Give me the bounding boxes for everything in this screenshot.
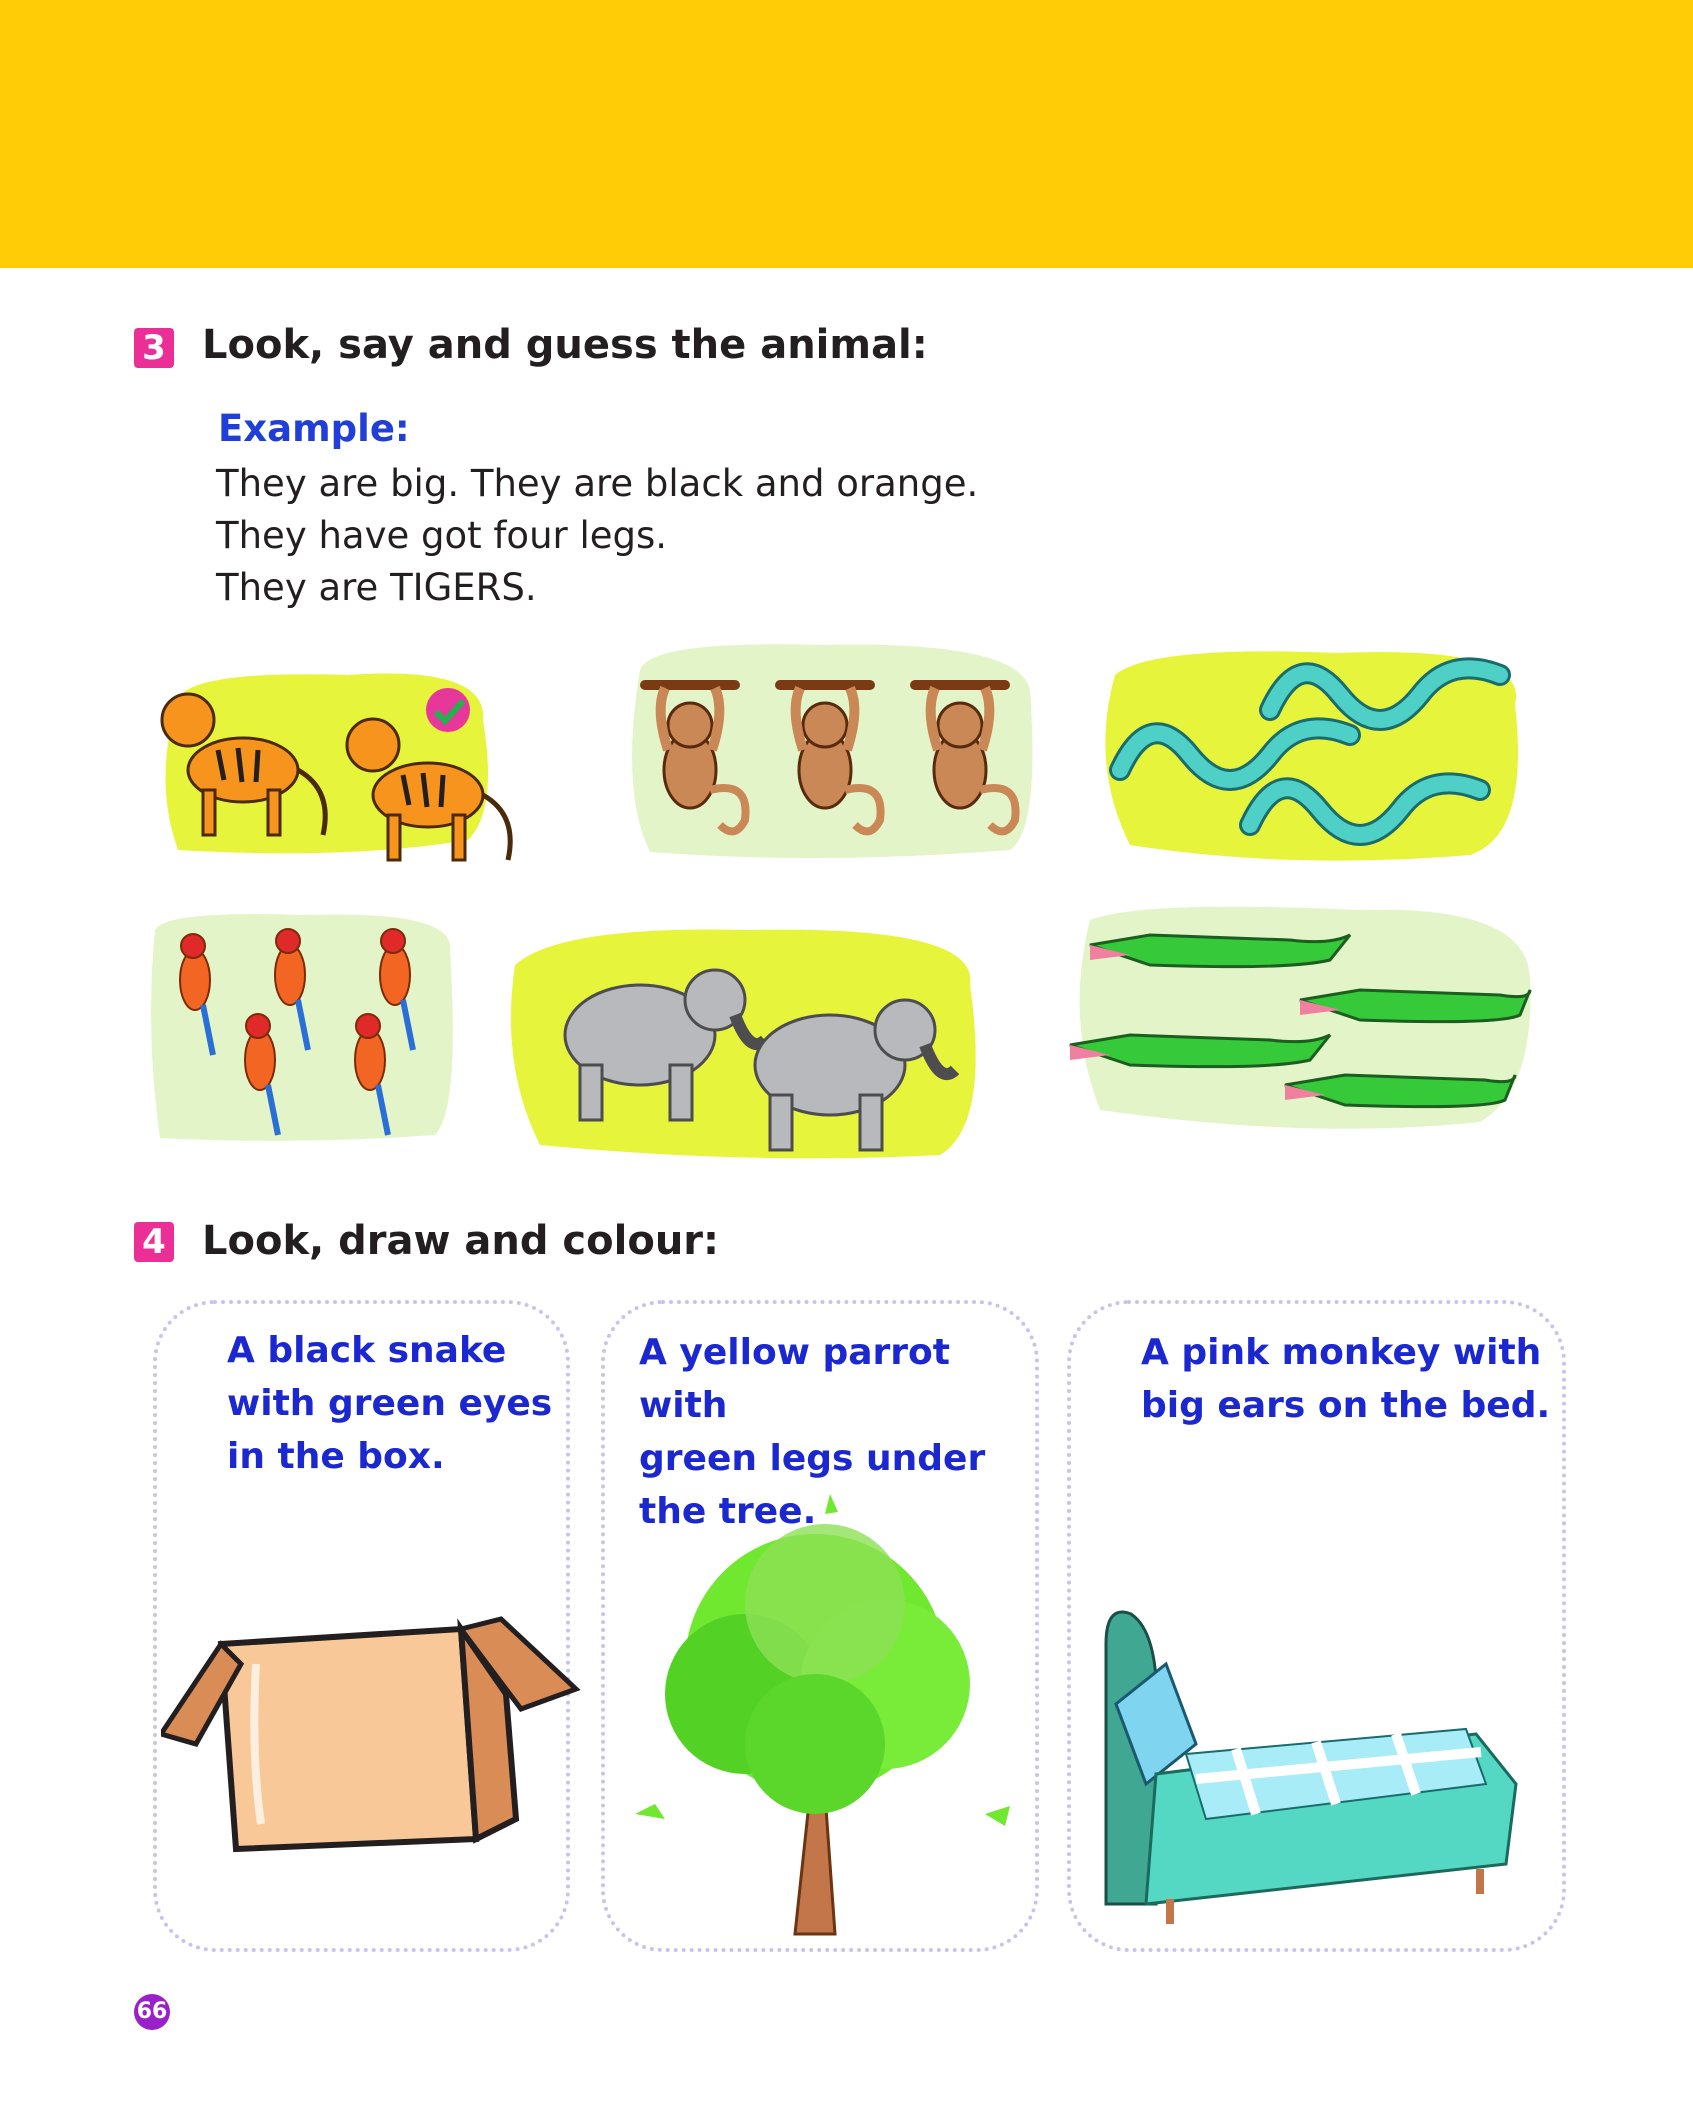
draw-card-tree[interactable] xyxy=(601,1300,1039,1952)
example-line-1: They are big. They are black and orange. xyxy=(216,462,979,505)
exercise-4-number: 4 xyxy=(134,1222,174,1262)
check-mark-icon xyxy=(426,688,470,732)
example-line-3: They are TIGERS. xyxy=(216,566,537,609)
page-number: 66 xyxy=(134,1994,170,2030)
exercise-4-title: Look, draw and colour: xyxy=(202,1218,720,1264)
example-line-2: They have got four legs. xyxy=(216,514,668,557)
example-label: Example: xyxy=(218,407,410,450)
tigers-picture xyxy=(148,660,528,870)
draw-card-bed[interactable] xyxy=(1067,1300,1566,1952)
parrots-picture xyxy=(145,910,460,1150)
crocodiles-picture xyxy=(1060,900,1540,1140)
exercise-3-title: Look, say and guess the animal: xyxy=(202,322,928,368)
tree-picture xyxy=(625,1494,1025,1954)
top-banner xyxy=(0,0,1693,268)
draw-card-box[interactable] xyxy=(153,1300,570,1952)
bed-picture xyxy=(1086,1604,1556,1934)
monkeys-picture xyxy=(620,640,1040,865)
exercise-3-number: 3 xyxy=(134,328,174,368)
snakes-picture xyxy=(1090,645,1540,870)
card-instruction: A black snake with green eyes in the box. xyxy=(227,1330,553,1477)
box-picture xyxy=(161,1604,581,1854)
elephants-picture xyxy=(500,925,990,1165)
card-instruction: A pink monkey with big ears on the bed. xyxy=(1141,1332,1551,1426)
card-instruction: A yellow parrot with green legs under the tree. xyxy=(639,1332,986,1532)
